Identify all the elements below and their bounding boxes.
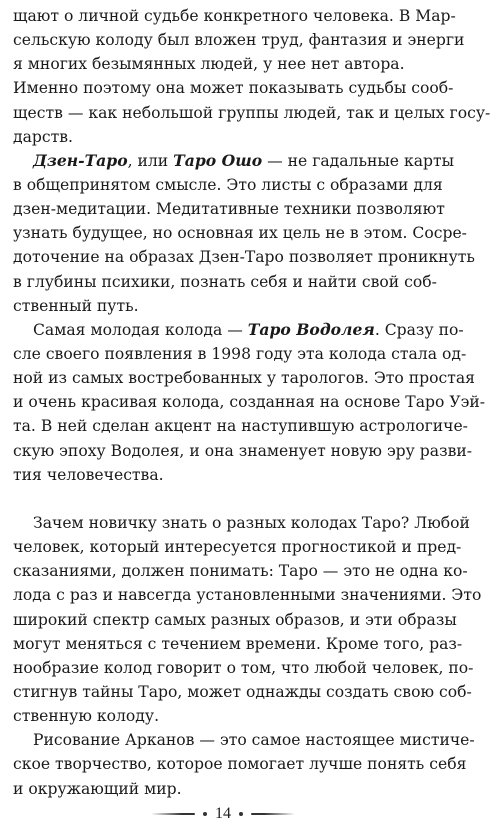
text-segment: доточение на образах Дзен-Таро позволяет проникнуть	[13, 248, 475, 267]
text-line	[13, 76, 454, 100]
text-body	[13, 4, 490, 801]
text-line	[13, 777, 433, 801]
text-segment: сле своего появления в 1998 году эта колода стала од-	[13, 344, 467, 363]
text-segment: ственный путь.	[13, 296, 139, 315]
text-line	[13, 342, 467, 366]
text-segment: человек, который интересуется прогностикой и пред-	[13, 538, 462, 557]
text-segment: нообразие колод говорит о том, что любой человек, по-	[13, 658, 474, 677]
text-line	[13, 728, 475, 752]
text-segment: . Сразу по-	[374, 320, 464, 339]
text-line	[13, 680, 472, 704]
text-line	[13, 559, 468, 583]
text-segment: и очень красивая колода, созданная на основе Таро Уэй-	[13, 393, 485, 412]
paragraph	[13, 728, 475, 800]
text-line	[13, 632, 463, 656]
emphasized-term: Таро Ошо	[173, 150, 263, 170]
text-segment: — не гадальные карты	[262, 151, 455, 170]
text-line	[13, 439, 473, 463]
text-line	[13, 245, 475, 269]
text-segment: в общепринятом смысле. Это листы с образами для	[13, 175, 443, 194]
text-segment: лода с раз и навсегда установленными значениями. Это	[13, 586, 482, 605]
text-segment: сказаниями, должен понимать: Таро — это не одна ко-	[13, 562, 468, 581]
text-line	[13, 294, 433, 318]
paragraph	[13, 318, 485, 487]
paragraph	[13, 511, 482, 728]
text-line	[13, 704, 433, 728]
text-segment: узнать будущее, но основная их цель не в этом. Сосре-	[13, 224, 467, 243]
paragraph	[13, 149, 475, 318]
text-segment: ной из самых востребованных у тарологов. Это простая	[13, 369, 475, 388]
text-line	[13, 101, 490, 125]
dot-ornament-icon	[203, 812, 207, 816]
text-segment: дарств.	[13, 127, 73, 146]
text-line	[13, 390, 485, 414]
text-line	[13, 583, 482, 607]
text-segment: ществ — как небольшой группы людей, так и целых госу-	[13, 103, 490, 122]
text-line	[13, 463, 433, 487]
text-segment: ское творчество, которое помогает лучше понять себя	[13, 755, 467, 774]
text-segment: могут меняться с течением времени. Кроме того, раз-	[13, 634, 463, 653]
text-line	[13, 656, 474, 680]
emphasized-term: Дзен-Таро	[33, 150, 128, 170]
text-line	[13, 149, 455, 173]
text-segment: Рисование Арканов — это самое настоящее мистиче-	[33, 731, 475, 750]
text-segment: щают о личной судьбе конкретного человека. В Мар-	[13, 7, 456, 25]
dot-ornament-icon	[239, 812, 243, 816]
text-line	[13, 4, 456, 28]
text-segment: дзен-медитации. Медитативные техники позволяют	[13, 200, 445, 219]
text-line	[13, 752, 467, 776]
text-line	[13, 28, 465, 52]
text-line	[13, 125, 433, 149]
left-ornament-icon	[151, 811, 195, 817]
text-segment: Именно поэтому она может показывать судьбы сооб-	[13, 79, 454, 98]
text-line	[13, 535, 462, 559]
text-segment: стигнув тайны Таро, может однажды создать свою соб-	[13, 682, 472, 701]
text-segment: скую эпоху Водолея, и она знаменует новую эру разви-	[13, 441, 473, 460]
text-segment: в глубины психики, познать себя и найти свой соб-	[13, 272, 437, 291]
text-line	[13, 608, 457, 632]
text-line	[13, 511, 470, 535]
text-segment: та. В ней сделан акцент на наступившую астрологиче-	[13, 417, 468, 436]
emphasized-term: Таро Водолея	[247, 319, 375, 339]
text-segment: ственную колоду.	[13, 707, 160, 726]
paragraph	[13, 4, 490, 149]
text-segment: , или	[127, 151, 174, 170]
text-line	[13, 414, 468, 438]
text-segment: я многих безымянных людей, у нее нет автора.	[13, 55, 405, 74]
text-line	[13, 221, 467, 245]
text-line	[13, 366, 475, 390]
text-line	[13, 318, 464, 342]
text-segment: тия человечества.	[13, 465, 164, 484]
paragraph-gap	[13, 487, 433, 511]
text-line	[13, 52, 433, 76]
text-segment: Самая молодая колода —	[33, 320, 248, 339]
right-ornament-icon	[251, 811, 295, 817]
text-line	[13, 173, 443, 197]
page-number: 14	[215, 805, 231, 822]
text-segment: Зачем новичку знать о разных колодах Таро? Любой	[33, 513, 470, 532]
text-line	[13, 270, 437, 294]
text-segment: широкий спектр самых разных образов, и эти образы	[13, 610, 457, 629]
text-segment: сельскую колоду был вложен труд, фантазия и энерги	[13, 31, 465, 50]
page-footer	[0, 802, 446, 826]
text-segment: и окружающий мир.	[13, 779, 182, 798]
text-line	[13, 197, 445, 221]
